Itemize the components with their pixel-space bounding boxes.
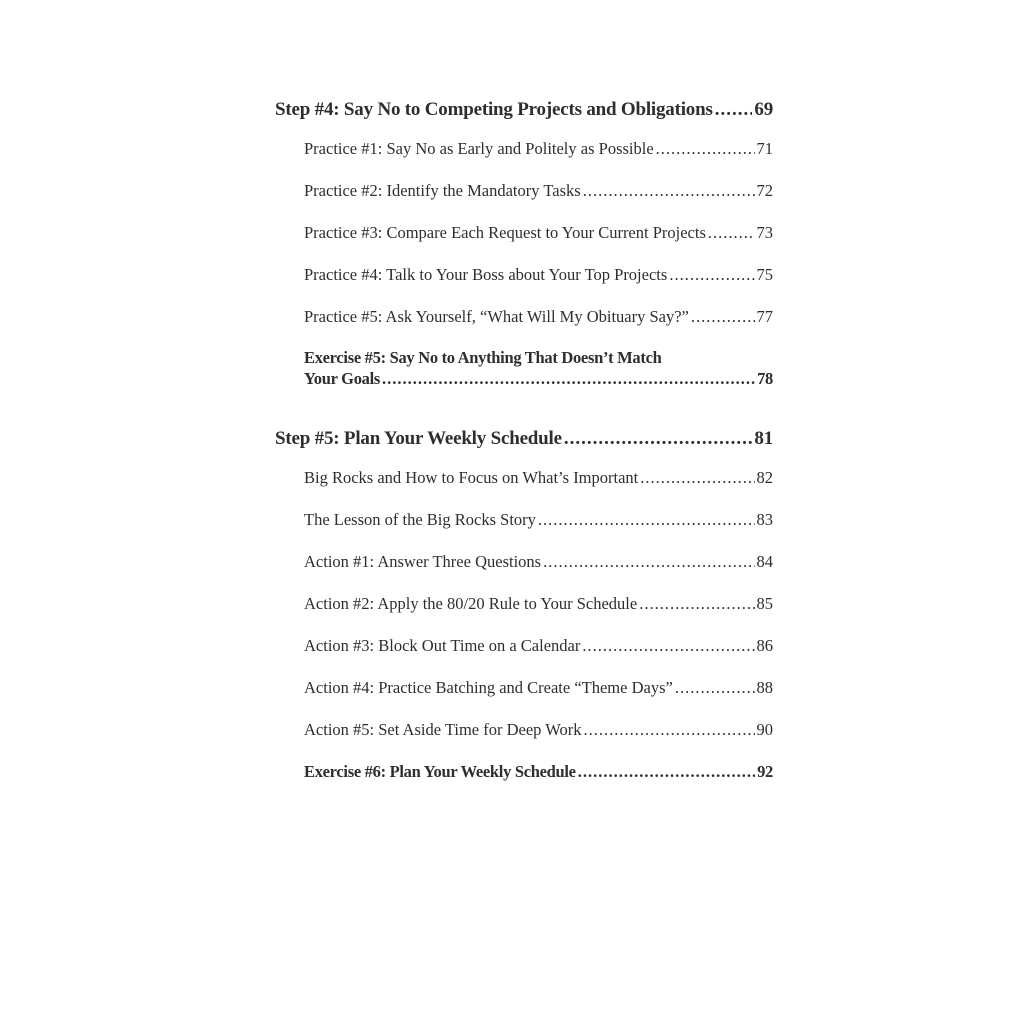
dot-leader: [715, 96, 753, 124]
toc-step-title: Step #4: Say No to Competing Projects and Obligations: [275, 99, 713, 120]
toc-item-title: Practice #3: Compare Each Request to Your Current Projects: [304, 223, 706, 242]
section-spacer: [275, 390, 773, 425]
toc-practice-4[interactable]: [304, 264, 773, 286]
dot-leader: [708, 222, 755, 244]
toc-page-number: 72: [756, 181, 773, 200]
dot-leader: [669, 264, 754, 286]
toc-action-5[interactable]: [304, 719, 773, 741]
dot-leader: [691, 306, 755, 328]
toc-exercise-5[interactable]: [304, 348, 773, 390]
toc-action-4[interactable]: [304, 677, 773, 699]
toc-page-number: 83: [756, 510, 773, 529]
toc-exercise-6[interactable]: [304, 761, 773, 783]
toc-page-number: 88: [756, 678, 773, 697]
toc-item-title: Practice #1: Say No as Early and Politely as Possible: [304, 139, 654, 158]
dot-leader: [583, 719, 754, 741]
toc-exercise-title-line1: Exercise #5: Say No to Anything That Doesn’t Match: [304, 348, 662, 367]
toc-page-number: 78: [757, 369, 773, 388]
toc-item-title: Practice #2: Identify the Mandatory Tasks: [304, 181, 581, 200]
toc-practice-5[interactable]: [304, 306, 773, 328]
dot-leader: [538, 509, 755, 531]
dot-leader: [564, 425, 753, 453]
dot-leader: [656, 138, 755, 160]
dot-leader: [675, 677, 755, 699]
toc-item-title: Exercise #6: Plan Your Weekly Schedule: [304, 762, 576, 781]
toc-page-number: 77: [756, 307, 773, 326]
toc-item-title: Action #3: Block Out Time on a Calendar: [304, 636, 581, 655]
toc-step-title: Step #5: Plan Your Weekly Schedule: [275, 428, 562, 449]
toc-item-title: Action #2: Apply the 80/20 Rule to Your Schedule: [304, 594, 638, 613]
toc-action-2[interactable]: [304, 593, 773, 615]
dot-leader: [640, 467, 754, 489]
toc-action-3[interactable]: [304, 635, 773, 657]
toc-step-5[interactable]: [275, 425, 773, 453]
toc-exercise-title-line2: Your Goals: [304, 369, 381, 388]
toc-page-number: 81: [754, 428, 773, 449]
toc-page-number: 84: [756, 552, 773, 571]
toc-page-number: 90: [756, 720, 773, 739]
toc-item-title: Action #5: Set Aside Time for Deep Work: [304, 720, 582, 739]
toc-page-number: 73: [756, 223, 773, 242]
toc-item-title: Practice #4: Talk to Your Boss about Your Top Projects: [304, 265, 668, 284]
toc-page-number: 92: [757, 762, 773, 781]
toc-practice-1[interactable]: [304, 138, 773, 160]
toc-page-number: 86: [756, 636, 773, 655]
toc-page-number: 82: [756, 468, 773, 487]
toc-big-rocks[interactable]: [304, 467, 773, 489]
toc-page-number: 85: [756, 594, 773, 613]
table-of-contents: [275, 96, 773, 783]
toc-page-number: 75: [756, 265, 773, 284]
toc-page-number: 69: [754, 99, 773, 120]
dot-leader: [639, 593, 754, 615]
toc-practice-2[interactable]: [304, 180, 773, 202]
toc-item-title: The Lesson of the Big Rocks Story: [304, 510, 536, 529]
toc-step-4[interactable]: [275, 96, 773, 124]
dot-leader: [578, 761, 755, 783]
toc-big-rocks-lesson[interactable]: [304, 509, 773, 531]
toc-item-title: Action #4: Practice Batching and Create “Theme Days”: [304, 678, 673, 697]
dot-leader: [543, 551, 754, 573]
toc-page-number: 71: [756, 139, 773, 158]
toc-practice-3[interactable]: [304, 222, 773, 244]
toc-action-1[interactable]: [304, 551, 773, 573]
toc-item-title: Big Rocks and How to Focus on What’s Important: [304, 468, 639, 487]
toc-item-title: Practice #5: Ask Yourself, “What Will My Obituary Say?”: [304, 307, 689, 326]
dot-leader: [582, 635, 754, 657]
dot-leader: [583, 180, 755, 202]
toc-item-title: Action #1: Answer Three Questions: [304, 552, 542, 571]
dot-leader: [382, 368, 755, 390]
